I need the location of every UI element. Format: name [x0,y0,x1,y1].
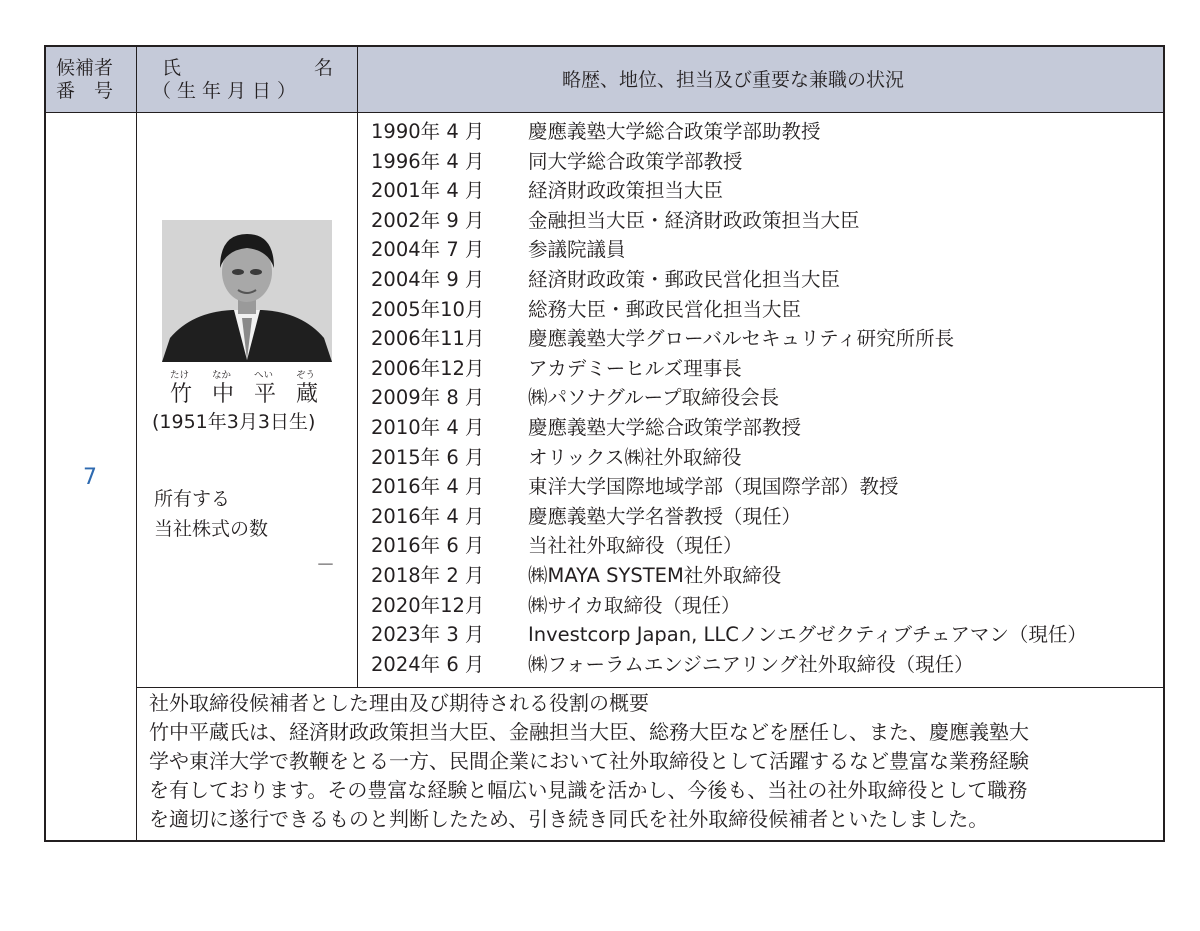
career-description: 慶應義塾大学総合政策学部助教授 [528,120,821,143]
candidate-name-char-2: 中 [212,382,235,407]
career-date: 2001年 4 月 [371,179,485,203]
candidate-number: 7 [83,465,97,490]
career-date: 2016年 6 月 [371,534,485,558]
career-description: 参議院議員 [528,238,626,262]
career-description: 同大学総合政策学部教授 [528,149,743,173]
table-header [46,47,1163,113]
name-ruby-2: なか [212,370,232,381]
career-date: 1990年 4 月 [371,120,485,143]
career-description: 慶應義塾大学総合政策学部教授 [528,416,802,439]
career-date: 2020年12月 [371,593,485,617]
career-description: ㈱MAYA SYSTEM社外取締役 [528,564,782,587]
career-date: 2015年 6 月 [371,445,485,469]
career-date: 2024年 6 月 [371,652,485,676]
reason-line-2: 学や東洋大学で教鞭をとる一方、民間企業において社外取締役として活躍するなど豊富な業務経験 [149,749,1029,773]
career-description: 慶應義塾大学名誉教授（現任） [528,504,802,528]
reason-line-4: を適切に遂行できるものと判断したため、引き続き同氏を社外取締役候補者といたしました。 [149,807,989,831]
header-number-line2: 番 号 [56,80,114,102]
career-date: 2018年 2 月 [371,564,485,587]
candidate-table [44,45,1165,842]
career-description: 慶應義塾大学グローバルセキュリティ研究所所長 [528,327,955,351]
header-career-label: 略歴、地位、担当及び重要な兼職の状況 [562,69,905,91]
career-date: 2004年 9 月 [371,268,485,291]
career-description: 当社社外取締役（現任） [528,534,743,558]
candidate-name-char-4: 蔵 [296,382,319,407]
career-description: 金融担当大臣・経済財政政策担当大臣 [528,208,860,232]
career-date: 2005年10月 [371,297,485,321]
header-birth-label: （生年月日） [152,80,303,102]
column-divider-1 [136,47,137,840]
career-description: Investcorp Japan, LLCノンエグゼクティブチェアマン（現任） [528,623,1087,647]
candidate-name-char-3: 平 [254,382,277,407]
career-description: アカデミーヒルズ理事長 [528,356,742,380]
career-description: 経済財政政策・郵政民営化担当大臣 [528,268,841,291]
candidate-name-char-1: 竹 [170,382,193,407]
name-ruby-3: へい [254,370,274,381]
header-number-line1: 候補者 [56,57,114,79]
career-date: 2004年 7 月 [371,238,485,262]
header-name-label-2: 名 [314,57,334,79]
career-description: 経済財政政策担当大臣 [528,179,724,203]
career-description: ㈱パソナグループ取締役会長 [528,386,780,410]
candidate-birth-date: (1951年3月3日生) [152,411,316,433]
column-divider-2 [357,47,358,688]
career-date: 2009年 8 月 [371,386,485,410]
shares-label-2: 当社株式の数 [154,518,269,540]
shares-label-1: 所有する [154,488,231,510]
career-date: 2006年12月 [371,356,485,380]
reason-line-3: を有しております。その豊富な経験と幅広い見識を活かし、今後も、当社の社外取締役として職務 [149,778,1028,802]
reason-line-1: 竹中平蔵氏は、経済財政政策担当大臣、金融担当大臣、総務大臣などを歴任し、また、慶應義塾大 [149,720,1029,744]
reason-divider [136,687,1163,688]
career-date: 1996年 4 月 [371,149,485,173]
career-description: 総務大臣・郵政民営化担当大臣 [528,297,802,321]
career-date: 2016年 4 月 [371,475,485,499]
name-ruby-1: たけ [170,370,190,381]
career-date: 2006年11月 [371,327,485,351]
name-ruby-4: ぞう [296,370,316,381]
career-date: 2002年 9 月 [371,208,485,232]
header-name-label: 氏 [162,57,182,79]
career-date: 2023年 3 月 [371,623,485,647]
career-description: ㈱サイカ取締役（現任） [528,593,741,617]
reason-title: 社外取締役候補者とした理由及び期待される役割の概要 [149,691,649,715]
career-description: 東洋大学国際地域学部（現国際学部）教授 [528,475,899,499]
shares-value: － [316,554,336,576]
portrait-image [162,220,332,362]
candidate-photo [162,220,332,362]
career-date: 2010年 4 月 [371,416,485,439]
career-date: 2016年 4 月 [371,504,485,528]
career-description: ㈱フォーラムエンジニアリング社外取締役（現任） [528,652,974,676]
career-description: オリックス㈱社外取締役 [528,445,742,469]
